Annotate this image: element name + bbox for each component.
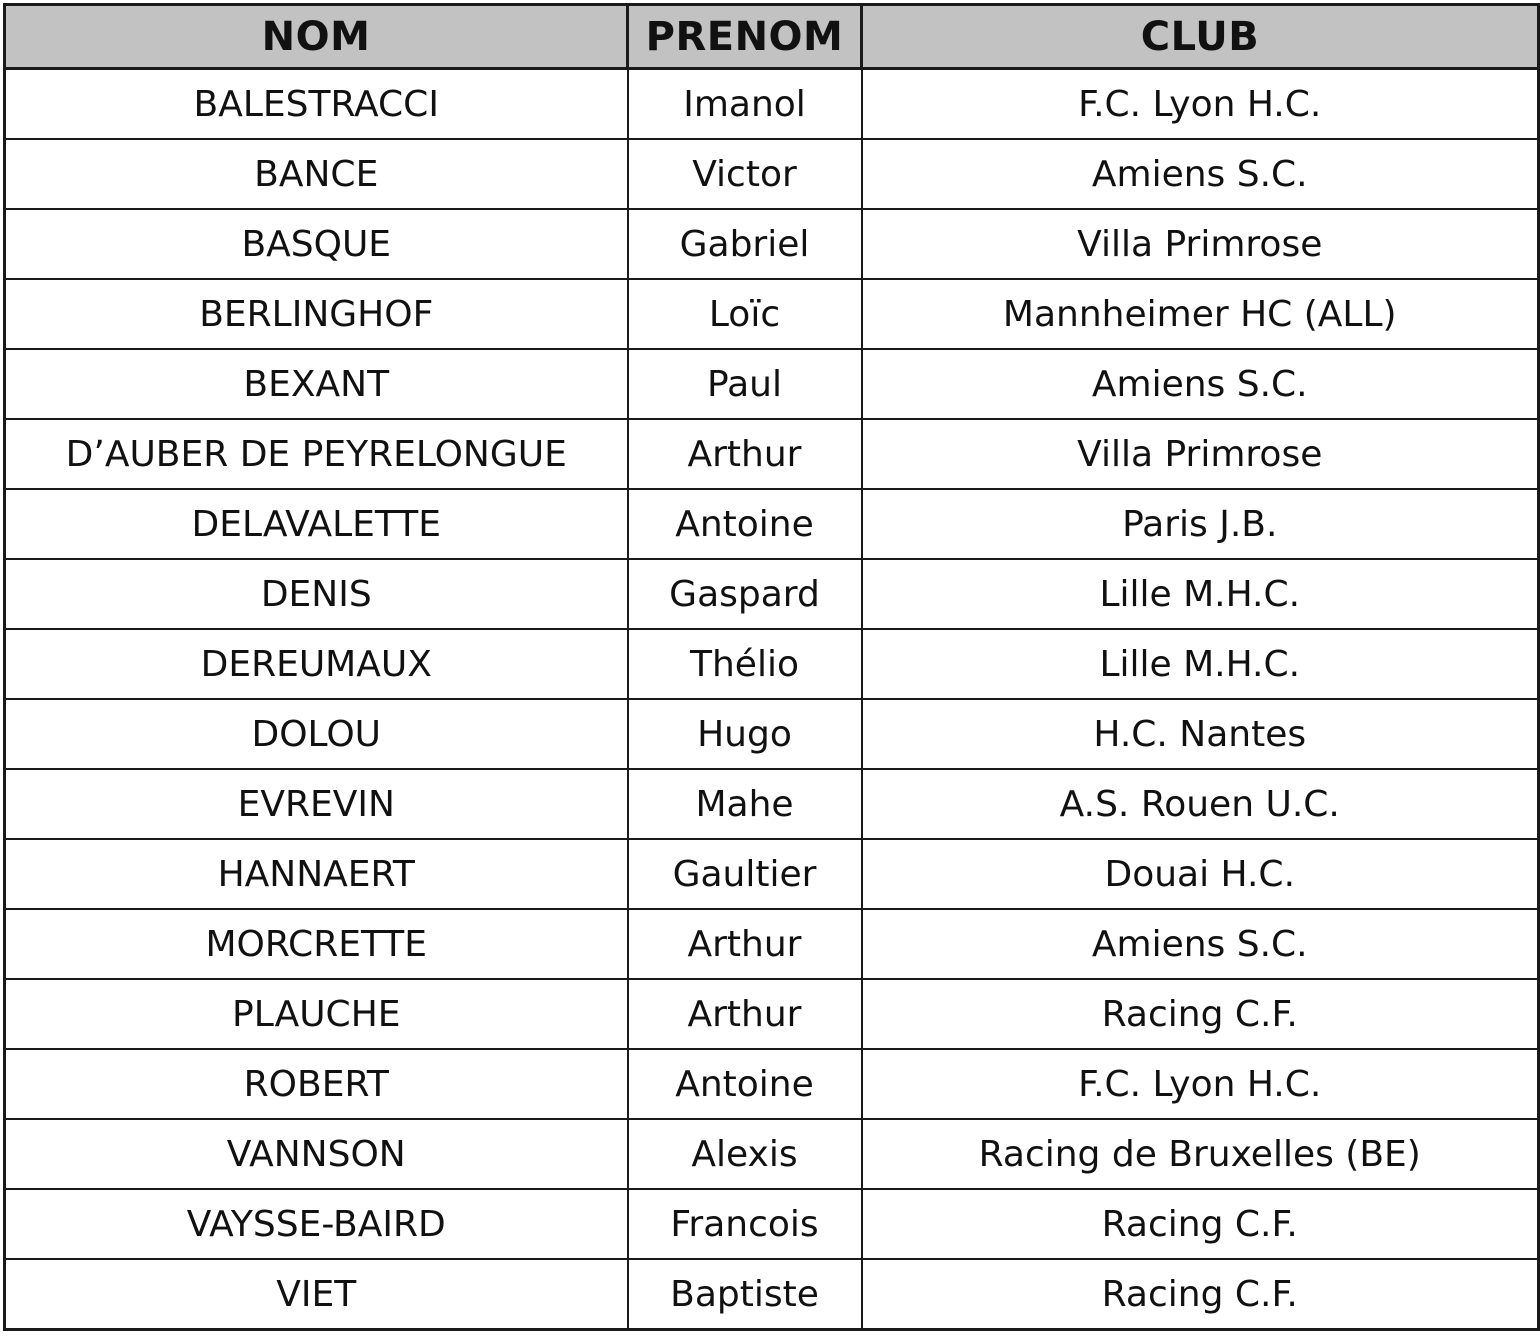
cell-nom: HANNAERT [5, 839, 628, 909]
cell-prenom: Arthur [628, 979, 862, 1049]
table-row [5, 629, 1539, 699]
cell-nom: EVREVIN [5, 769, 628, 839]
cell-prenom: Antoine [628, 489, 862, 559]
cell-prenom: Paul [628, 349, 862, 419]
cell-prenom: Gabriel [628, 209, 862, 279]
cell-prenom: Loïc [628, 279, 862, 349]
cell-club: A.S. Rouen U.C. [862, 769, 1539, 839]
cell-nom: MORCRETTE [5, 909, 628, 979]
cell-prenom: Gaspard [628, 559, 862, 629]
table-row [5, 69, 1539, 140]
cell-club: F.C. Lyon H.C. [862, 1049, 1539, 1119]
cell-club: Mannheimer HC (ALL) [862, 279, 1539, 349]
cell-nom: DENIS [5, 559, 628, 629]
cell-club: F.C. Lyon H.C. [862, 69, 1539, 140]
cell-prenom: Hugo [628, 699, 862, 769]
cell-nom: BERLINGHOF [5, 279, 628, 349]
cell-nom: D’AUBER DE PEYRELONGUE [5, 419, 628, 489]
cell-club: Racing C.F. [862, 1189, 1539, 1259]
cell-nom: BANCE [5, 139, 628, 209]
cell-nom: DELAVALETTE [5, 489, 628, 559]
cell-club: Lille M.H.C. [862, 629, 1539, 699]
table-row [5, 909, 1539, 979]
table-row [5, 1189, 1539, 1259]
cell-club: Lille M.H.C. [862, 559, 1539, 629]
cell-prenom: Baptiste [628, 1259, 862, 1330]
table-row [5, 349, 1539, 419]
cell-nom: BASQUE [5, 209, 628, 279]
header-club: CLUB [862, 5, 1539, 69]
cell-nom: DEREUMAUX [5, 629, 628, 699]
cell-nom: DOLOU [5, 699, 628, 769]
cell-club: Paris J.B. [862, 489, 1539, 559]
cell-club: Racing C.F. [862, 1259, 1539, 1330]
table-row [5, 279, 1539, 349]
cell-club: Racing C.F. [862, 979, 1539, 1049]
table-row [5, 209, 1539, 279]
cell-club: Douai H.C. [862, 839, 1539, 909]
table-body [5, 69, 1539, 1330]
cell-prenom: Arthur [628, 909, 862, 979]
table-row [5, 769, 1539, 839]
table-header [5, 5, 1539, 69]
cell-prenom: Thélio [628, 629, 862, 699]
header-prenom: PRENOM [628, 5, 862, 69]
cell-nom: VANNSON [5, 1119, 628, 1189]
cell-nom: PLAUCHE [5, 979, 628, 1049]
table-row [5, 1259, 1539, 1330]
cell-club: Racing de Bruxelles (BE) [862, 1119, 1539, 1189]
table-row [5, 1119, 1539, 1189]
cell-nom: BEXANT [5, 349, 628, 419]
cell-club: Villa Primrose [862, 419, 1539, 489]
header-row [5, 5, 1539, 69]
table-row [5, 699, 1539, 769]
player-table [3, 3, 1540, 1331]
table-row [5, 839, 1539, 909]
cell-club: Amiens S.C. [862, 909, 1539, 979]
table-row [5, 1049, 1539, 1119]
cell-prenom: Arthur [628, 419, 862, 489]
cell-club: Amiens S.C. [862, 349, 1539, 419]
cell-nom: VAYSSE-BAIRD [5, 1189, 628, 1259]
cell-prenom: Gaultier [628, 839, 862, 909]
header-nom: NOM [5, 5, 628, 69]
table-row [5, 419, 1539, 489]
cell-prenom: Alexis [628, 1119, 862, 1189]
cell-prenom: Imanol [628, 69, 862, 140]
table-row [5, 489, 1539, 559]
cell-nom: ROBERT [5, 1049, 628, 1119]
table-row [5, 979, 1539, 1049]
table-row [5, 559, 1539, 629]
cell-nom: BALESTRACCI [5, 69, 628, 140]
cell-club: H.C. Nantes [862, 699, 1539, 769]
cell-prenom: Francois [628, 1189, 862, 1259]
cell-prenom: Victor [628, 139, 862, 209]
cell-club: Amiens S.C. [862, 139, 1539, 209]
cell-nom: VIET [5, 1259, 628, 1330]
table-row [5, 139, 1539, 209]
cell-prenom: Mahe [628, 769, 862, 839]
cell-prenom: Antoine [628, 1049, 862, 1119]
cell-club: Villa Primrose [862, 209, 1539, 279]
